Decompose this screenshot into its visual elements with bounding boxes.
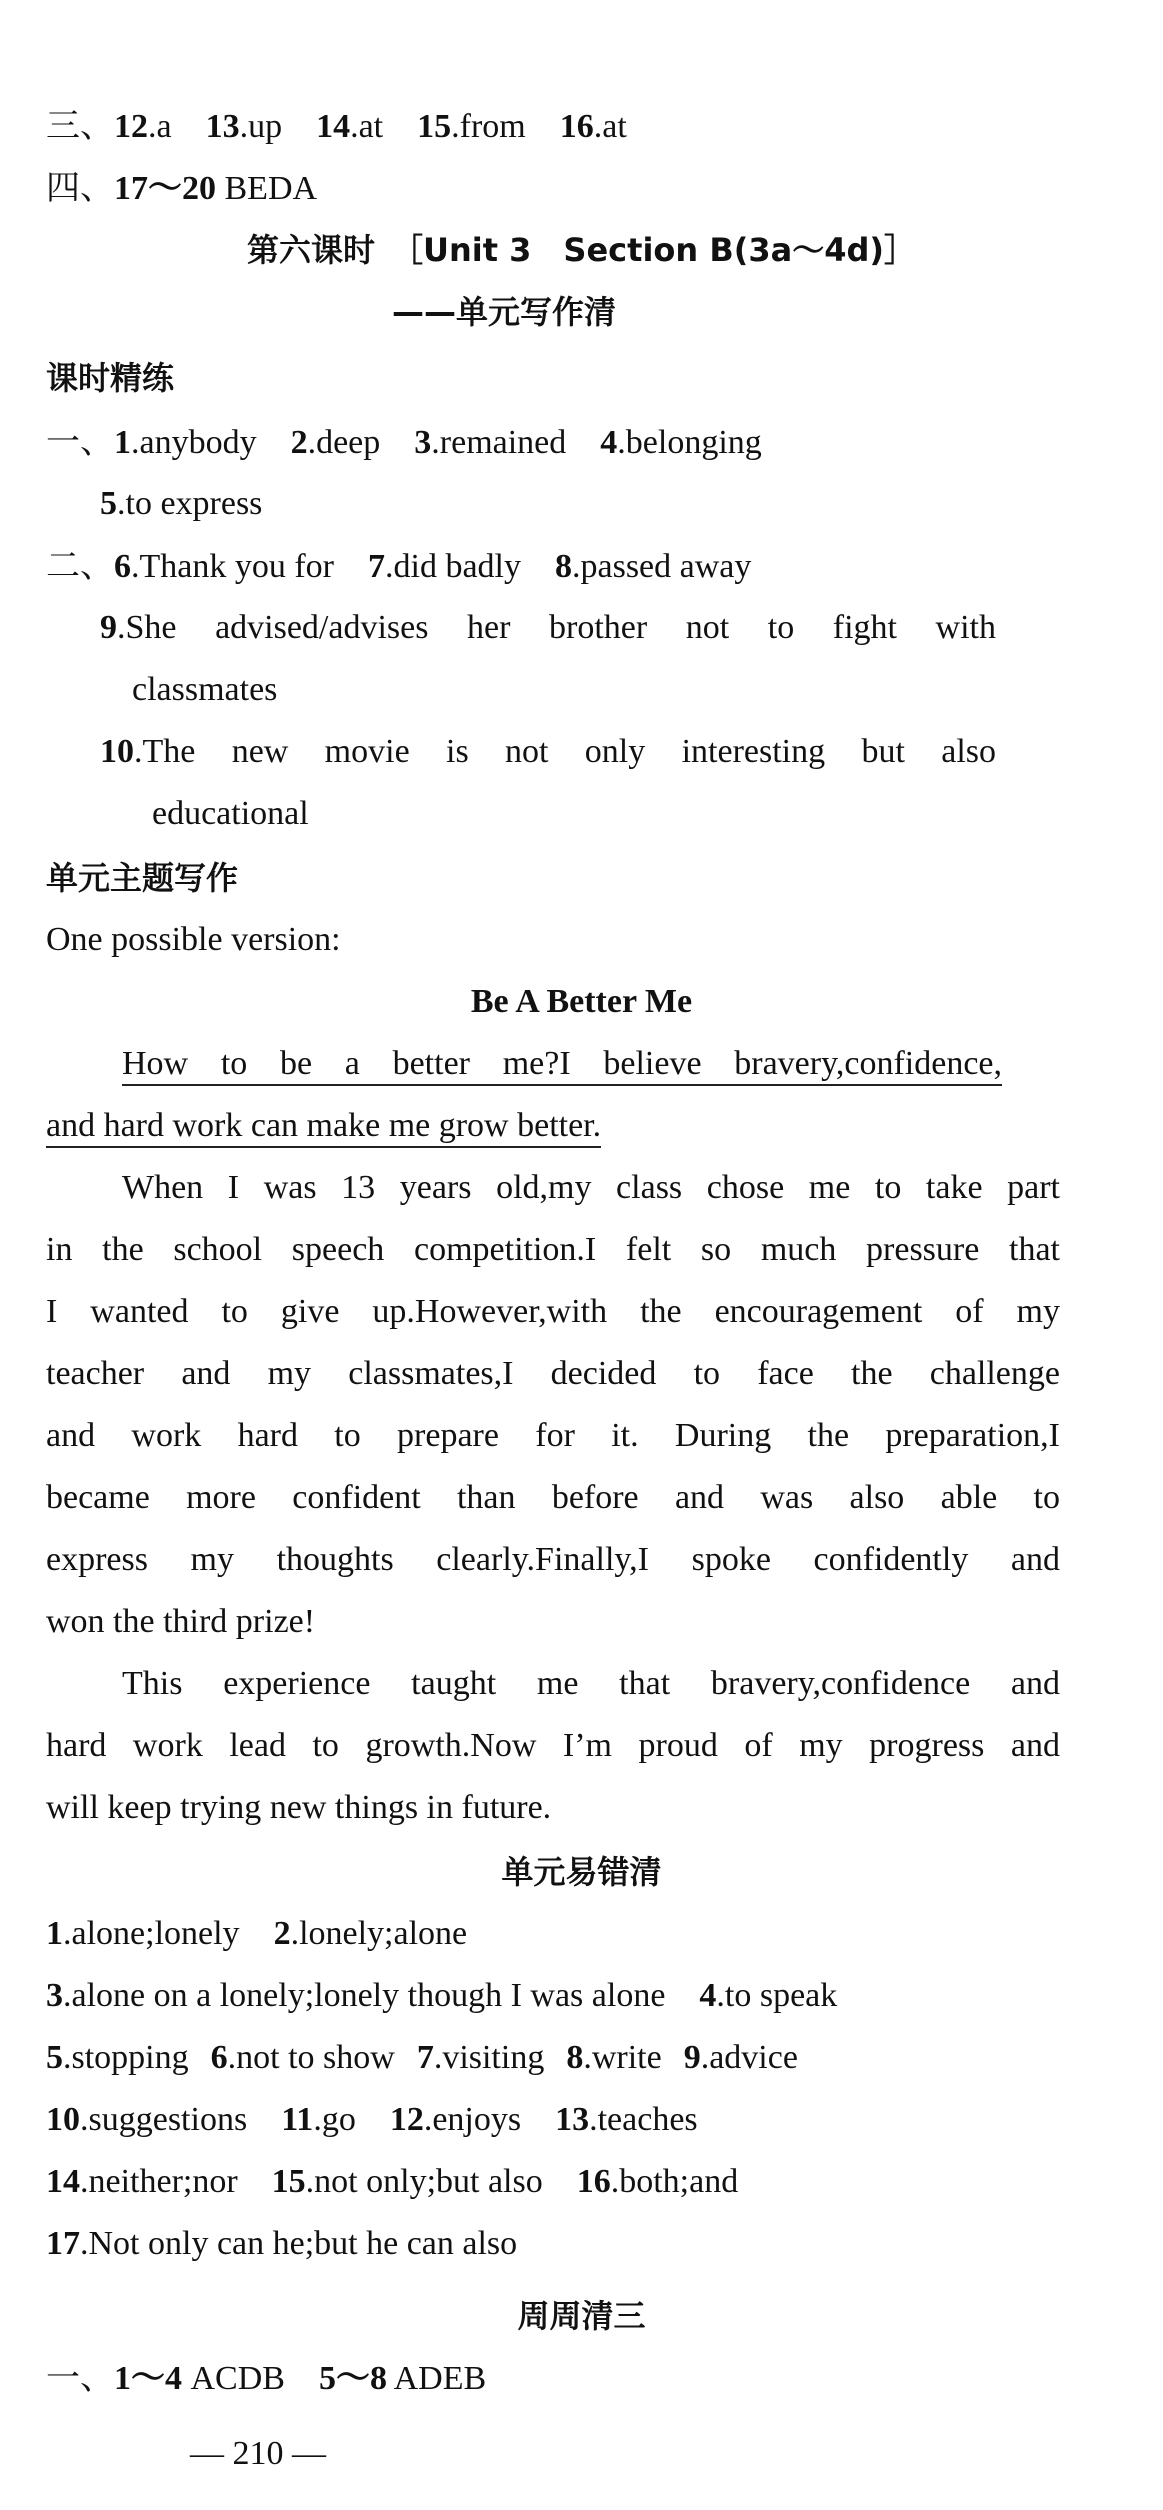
version-label: One possible version: [46,921,341,958]
part1-line2 [100,482,262,526]
item-number: 11 [281,2101,314,2138]
item-range: 5～8 [318,2360,387,2397]
practice-heading: 课时精练 [46,359,175,397]
item-number: 7 [368,548,386,585]
item-answer: .anybody [131,424,257,461]
item-answer: .Not only can he;but he can also [80,2225,518,2262]
item-answer: BEDA [216,170,318,207]
item-answer: .advice [700,2039,798,2076]
item-number: 5 [100,485,117,522]
part2-line1 [46,544,751,589]
essay-p2-line2: in the school speech competition.I felt so much pressure that [46,1231,1060,1268]
item-number: 8 [555,548,572,585]
item-number: 10 [100,733,134,770]
mistakes-line6 [46,2222,517,2266]
item-answer: .write [583,2039,662,2076]
item-number: 2 [273,1915,291,1952]
item-answer: .to express [117,485,263,522]
item-number: 4 [600,424,618,461]
item-answer: .to speak [716,1977,838,2014]
item-number: 16 [559,108,594,145]
essay-p3-line3: will keep trying new things in future. [46,1789,552,1826]
item-answer: ACDB [182,2360,285,2397]
part2-item9-line1 [100,606,996,650]
item-number: 13 [555,2101,590,2138]
writing-heading: 单元主题写作 [46,859,239,897]
section3-line [46,104,627,149]
mistakes-line1 [46,1912,467,1956]
part1-line1 [46,420,762,465]
item-answer: .Thank you for [131,548,335,585]
page-number: — 210 — [190,2435,326,2472]
item-answer: .She advised/advises her brother not to fight with [117,609,996,646]
essay-p3-line1: This experience taught me that bravery,confidence and [122,1665,1060,1702]
essay-p2-line3: I wanted to give up.However,with the encouragement of my [46,1293,1060,1330]
item-answer: .both;and [610,2163,739,2200]
section4-line [46,166,317,211]
essay-p2-line6: became more confident than before and was also able to [46,1479,1060,1516]
item-answer: .go [313,2101,356,2138]
item-answer: .passed away [572,548,752,585]
section3-prefix: 三、 [46,106,114,146]
mistakes-line2 [46,1974,837,2018]
part1-prefix: 一、 [46,422,114,462]
essay-p2-line7: express my thoughts clearly.Finally,I spoke confidently and [46,1541,1060,1578]
essay-p1-line1 [122,1042,1002,1086]
item-answer: .at [593,108,627,145]
essay-p2-line4: teacher and my classmates,I decided to face the challenge [46,1355,1060,1392]
item-number: 2 [290,424,308,461]
item-number: 1 [114,424,131,461]
item-answer: .did badly [385,548,521,585]
essay-p3-line2: hard work lead to growth.Now I’m proud of my progress and [46,1727,1060,1764]
essay-title: Be A Better Me [470,983,693,1020]
item-number: 6 [210,2039,228,2076]
part2-item10-line1 [100,730,996,774]
item-number: 12 [389,2101,424,2138]
weekly-line1 [46,2356,486,2401]
essay-p2-line8: won the third prize! [46,1603,316,1640]
weekly-prefix: 一、 [46,2358,114,2398]
mistakes-heading: 单元易错清 [501,1853,662,1891]
item-number: 1 [46,1915,63,1952]
item-number: 6 [114,548,131,585]
item-number: 9 [683,2039,701,2076]
item-number: 3 [414,424,432,461]
item-answer: .lonely;alone [290,1915,468,1952]
item-answer: ADEB [386,2360,487,2397]
item-answer: .The new movie is not only interesting but also [134,733,996,770]
essay-p2-line1: When I was 13 years old,my class chose me to take part [122,1169,1060,1206]
item-answer: .teaches [589,2101,698,2138]
item-answer: .suggestions [80,2101,248,2138]
essay-p2-line5: and work hard to prepare for it. During the preparation,I [46,1417,1060,1454]
item-number: 3 [46,1977,63,2014]
item-answer: .not to show [227,2039,395,2076]
item-answer: .stopping [63,2039,189,2076]
item-number: 12 [114,108,148,145]
item-range: 1～4 [114,2360,182,2397]
part2-item10-line2: educational [152,795,309,832]
item-answer: .at [350,108,384,145]
mistakes-line4 [46,2098,698,2142]
item-number: 15 [417,108,452,145]
item-answer: .up [239,108,283,145]
lesson-subtitle: ——单元写作清 [392,293,617,331]
item-number: 7 [416,2039,434,2076]
item-answer: .alone on a lonely;lonely though I was alone [63,1977,666,2014]
item-number: 10 [46,2101,80,2138]
essay-text: How to be a better me?I believe bravery,confidence, [122,1045,1002,1086]
lesson-title: 第六课时 ［Unit 3 Section B(3a～4d)］ [246,231,916,269]
item-number: 4 [699,1977,717,2014]
item-answer: .neither;nor [80,2163,238,2200]
mistakes-line3 [46,2036,798,2080]
mistakes-line5 [46,2160,738,2204]
item-answer: .belonging [617,424,762,461]
item-answer: .remained [431,424,567,461]
essay-text: and hard work can make me grow better. [46,1107,601,1148]
section4-prefix: 四、 [46,168,114,208]
item-number: 13 [205,108,240,145]
item-number: 15 [271,2163,306,2200]
item-number: 9 [100,609,117,646]
item-answer: .a [148,108,172,145]
item-answer: .from [451,108,526,145]
item-answer: .deep [307,424,381,461]
item-number: 8 [566,2039,584,2076]
weekly-heading: 周周清三 [517,2297,646,2335]
part2-prefix: 二、 [46,546,114,586]
item-number: 14 [46,2163,80,2200]
item-answer: .enjoys [423,2101,522,2138]
item-range: 17～20 [114,170,216,207]
item-number: 16 [576,2163,611,2200]
item-answer: .alone;lonely [63,1915,240,1952]
item-answer: .not only;but also [305,2163,543,2200]
part2-item9-line2: classmates [132,671,278,708]
item-number: 14 [316,108,351,145]
item-answer: .visiting [433,2039,545,2076]
essay-p1-line2 [46,1104,1060,1148]
item-number: 5 [46,2039,63,2076]
item-number: 17 [46,2225,80,2262]
